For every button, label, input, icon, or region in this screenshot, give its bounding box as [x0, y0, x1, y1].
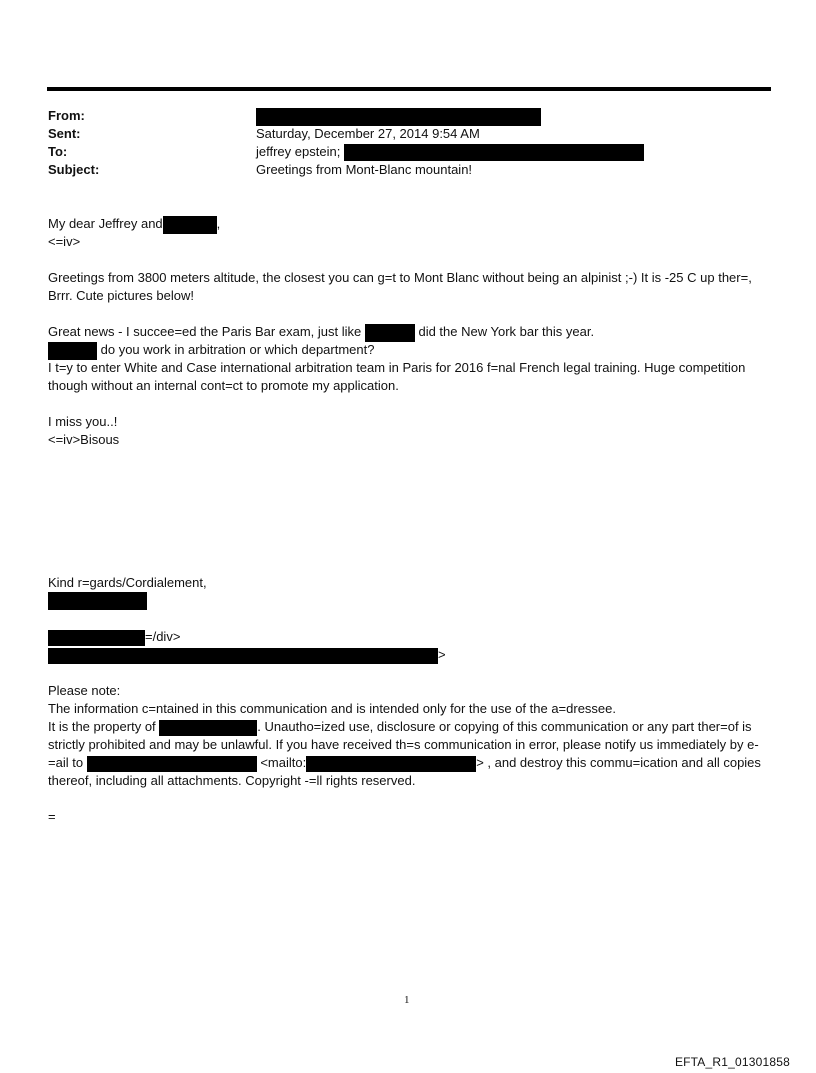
- subject-label: Subject:: [48, 162, 100, 177]
- bisous-line: <=iv>Bisous: [48, 432, 120, 447]
- div-tag: <=iv>: [48, 234, 81, 249]
- document-id: EFTA_R1_01301858: [674, 1055, 790, 1069]
- question-line: do you work in arbitration or which department?: [48, 341, 375, 360]
- signature-link-line: >: [48, 646, 446, 664]
- redaction-box: [48, 342, 97, 360]
- redaction-box: [87, 756, 257, 772]
- sent-value: Saturday, December 27, 2014 9:54 AM: [256, 126, 480, 141]
- redaction-box: [256, 108, 541, 126]
- paragraph-altitude: Greetings from 3800 meters altitude, the closest you can g=t to Mont Blanc without being an alpinist ;-) It is -25 C up ther=, Brrr. Cute pictures below!: [48, 270, 752, 303]
- redaction-box: [163, 216, 217, 234]
- from-label: From:: [48, 108, 85, 123]
- redaction-box: [48, 648, 438, 664]
- subject-value: Greetings from Mont-Blanc mountain!: [256, 162, 473, 177]
- notice-line-1: The information c=ntained in this communication and is intended only for the use of the a=dressee.: [48, 701, 617, 716]
- redaction-box: [159, 720, 257, 736]
- page-number: 1: [404, 994, 410, 1006]
- redaction-box: [48, 630, 145, 646]
- to-label: To:: [48, 144, 68, 159]
- notice-paragraph: It is the property of . Unautho=ized use, disclosure or copying of this communication or any part ther=of is strictly prohibited and may be unlawful. If you have received th=s communication in error, please notify us immediately by e-=ail to <mailto: > , and destroy this commu=ication and all copies thereof, including all attachments. Copyright -=ll rights reserved.: [48, 719, 761, 788]
- trailer: =: [48, 809, 56, 824]
- sent-label: Sent:: [48, 126, 81, 141]
- to-value: jeffrey epstein;: [256, 143, 644, 161]
- redaction-box: [306, 756, 476, 772]
- miss-line: I miss you..!: [48, 414, 118, 429]
- regards-line: Kind r=gards/Cordialement,: [48, 575, 207, 590]
- header-divider: [47, 87, 771, 91]
- redaction-box: [344, 144, 644, 161]
- paragraph-application: I t=y to enter White and Case international arbitration team in Paris for 2016 f=nal French legal training. Huge competition though without an internal cont=ct to promote my application.: [48, 360, 746, 393]
- redaction-box: [48, 592, 147, 610]
- redaction-box: [365, 324, 415, 342]
- from-value: [256, 107, 541, 126]
- news-line: Great news - I succee=ed the Paris Bar exam, just like did the New York bar this year.: [48, 323, 594, 342]
- greeting: My dear Jeffrey and ,: [48, 215, 220, 234]
- notice-title: Please note:: [48, 683, 121, 698]
- signature-div-line: =/div>: [48, 628, 180, 646]
